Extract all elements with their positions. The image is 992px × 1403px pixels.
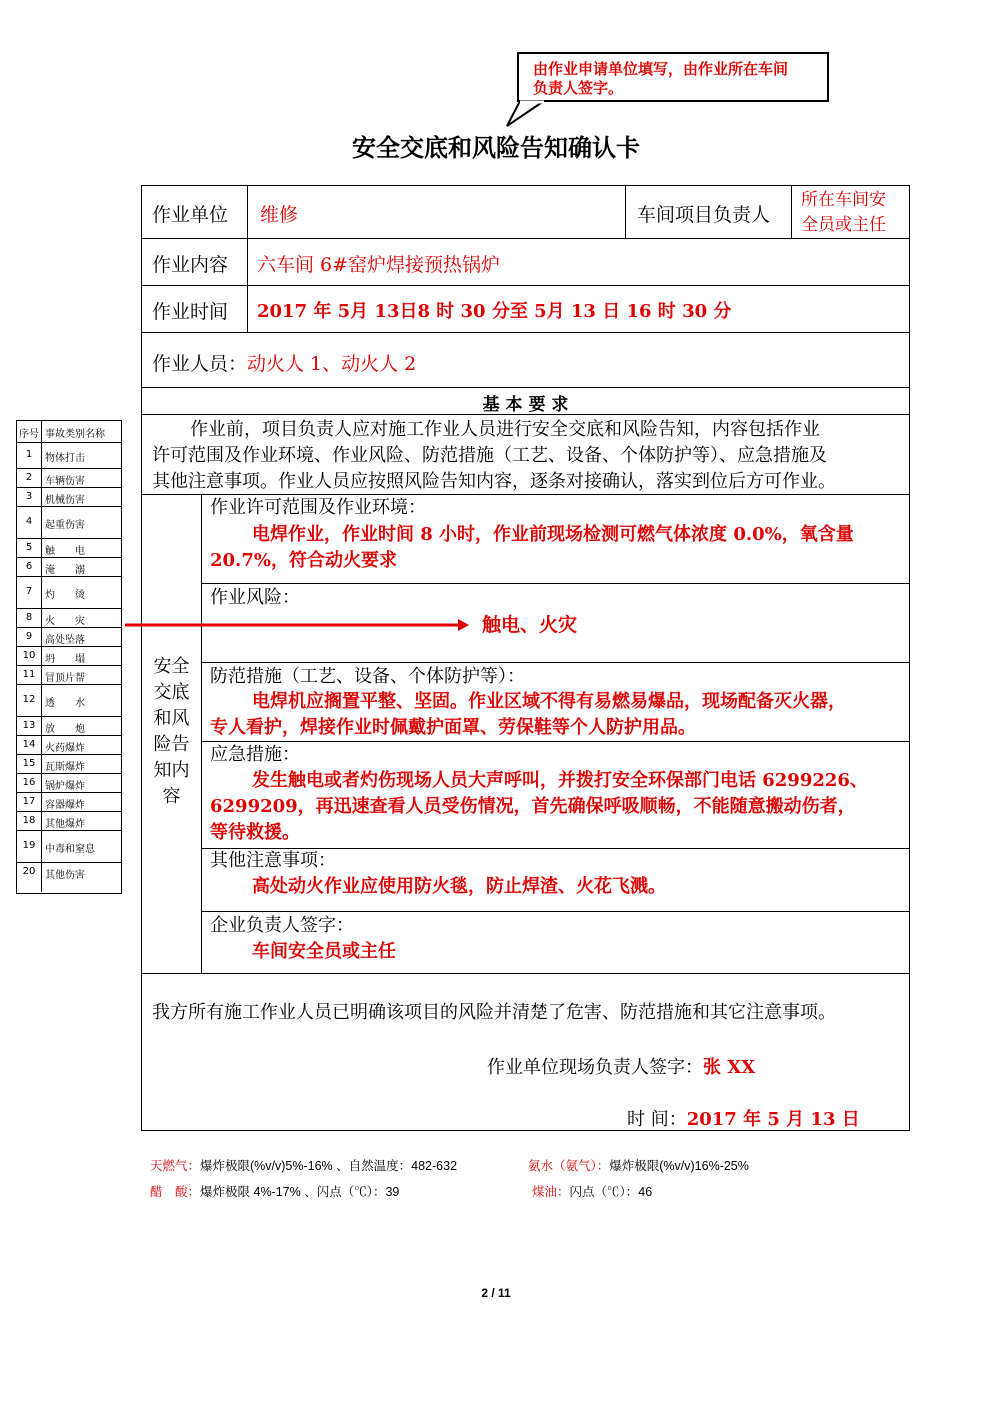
risk-value: 触电、火灾 [482,614,578,636]
footnote-natural-gas: 天燃气：爆炸极限(%v/v)5%-16% 、自然温度：482-632 [150,1159,458,1173]
content-value: 六车间 6#窑炉焊接预热锅炉 [257,254,501,276]
side-table-row: 5 触 电 [17,538,121,558]
side-table-row: 13 放 炮 [17,716,121,736]
site-leader-sign: 作业单位现场负责人签字：张 XX [487,1057,756,1078]
basic-requirements-heading: 基 本 要 求 [482,395,569,415]
env-label: 作业许可范围及作业环境： [210,497,426,518]
confirmation-text: 我方所有施工作业人员已明确该项目的风险并清楚了危害、防范措施和其它注意事项。 [152,1002,836,1023]
side-table-row: 9 高处坠落 [17,627,121,647]
enterprise-sign-label: 企业负责人签字： [210,915,354,936]
enterprise-sign-value: 车间安全员或主任 [252,941,396,962]
prevention-value: 电焊机应搁置平整、坚固。作业区域不得有易燃易爆品，现场配备灭火器， 专人看护，焊接作业时佩戴护面罩、劳保鞋等个人防护用品。 [210,691,846,738]
side-table-row: 6 淹 溺 [17,557,121,577]
env-value: 电焊作业，作业时间 8 小时，作业前现场检测可燃气体浓度 0.0%，氧含量 20.7%，符合动火要求 [210,524,854,571]
leader-label: 车间项目负责人 [637,204,771,226]
risk-label: 作业风险： [210,587,300,608]
risk-arrow [125,616,470,634]
side-table-row: 15 瓦斯爆炸 [17,754,121,774]
side-table-row: 11 冒顶片帮 [17,665,121,685]
side-table-row: 17 容器爆炸 [17,792,121,812]
side-table-row: 1 物体打击 [17,442,121,469]
callout-line-2: 负责人签字。 [533,79,624,97]
confirm-time: 时 间：2017 年 5 月 13 日 [627,1109,860,1130]
other-notes-label: 其他注意事项： [210,850,336,871]
side-table-row: 12 透 水 [17,684,121,717]
emergency-label: 应急措施： [210,744,300,765]
other-notes-value: 高处动火作业应使用防火毯，防止焊渣、火花飞溅。 [252,876,666,897]
side-table-row: 10 坍 塌 [17,646,121,666]
footnote-kerosene: 煤油：闪点（℃）：46 [532,1185,653,1199]
side-table-row: 8 火 灾 [17,608,121,628]
accident-category-table [16,420,122,894]
confirmation-form [141,185,910,1131]
side-table-row: 19 中毒和窒息 [17,830,121,863]
people-label: 作业人员： [152,353,248,375]
page-number: 2 / 11 [481,1286,511,1300]
side-table-row: 2 车辆伤害 [17,468,121,488]
content-label: 作业内容 [152,254,229,276]
footnote-acetic-acid: 醋 酸：爆炸极限 4%-17% 、闪点（℃）：39 [150,1185,400,1199]
side-table-row: 20 其他伤害 [22,865,85,881]
page-title: 安全交底和风险告知确认卡 [352,134,640,162]
side-table-row: 18 其他爆炸 [17,811,121,831]
side-section-label: 安全 交底 和风 险告 知内 容 [153,656,190,807]
side-table-row: 14 火药爆炸 [17,735,121,755]
footnote-ammonia: 氨水（氨气）：爆炸极限(%v/v)16%-25% [528,1159,749,1173]
leader-value: 所在车间安 全员或主任 [801,190,886,235]
prevention-label: 防范措施（工艺、设备、个体防护等）： [210,666,525,687]
people-row [152,349,416,376]
time-label: 作业时间 [152,301,229,323]
basic-requirements-text: 作业前，项目负责人应对施工作业人员进行安全交底和风险告知，内容包括作业 许可范围及作业环境、作业风险、防范措施（工艺、设备、个体防护等）、应急措施及 其他注意事项。作业人员应按照风险告知内容，逐条对接确认，落实到位后方可作业。 [152,419,836,492]
unit-value: 维修 [260,204,299,226]
side-table-row: 3 机械伤害 [17,487,121,507]
people-value: 动火人 1、动火人 2 [247,353,417,375]
side-table-row: 16 锅炉爆炸 [17,773,121,793]
side-table-header: 序号 事故类别名称 [17,421,121,443]
callout-line-1: 由作业申请单位填写，由作业所在车间 [533,60,789,78]
callout-pointer [500,100,560,130]
unit-label: 作业单位 [152,204,229,226]
instruction-callout [517,52,829,102]
time-value: 2017 年 5月 13日8 时 30 分至 5月 13 日 16 时 30 分 [257,301,732,322]
side-table-row: 7 灼 烫 [17,576,121,609]
emergency-value: 发生触电或者灼伤现场人员大声呼叫，并拨打安全环保部门电话 6299226、 6299209，再迅速查看人员受伤情况，首先确保呼吸顺畅，不能随意搬动伤者， 等待救援。 [210,770,868,843]
side-table-row: 4 起重伤害 [17,506,121,539]
